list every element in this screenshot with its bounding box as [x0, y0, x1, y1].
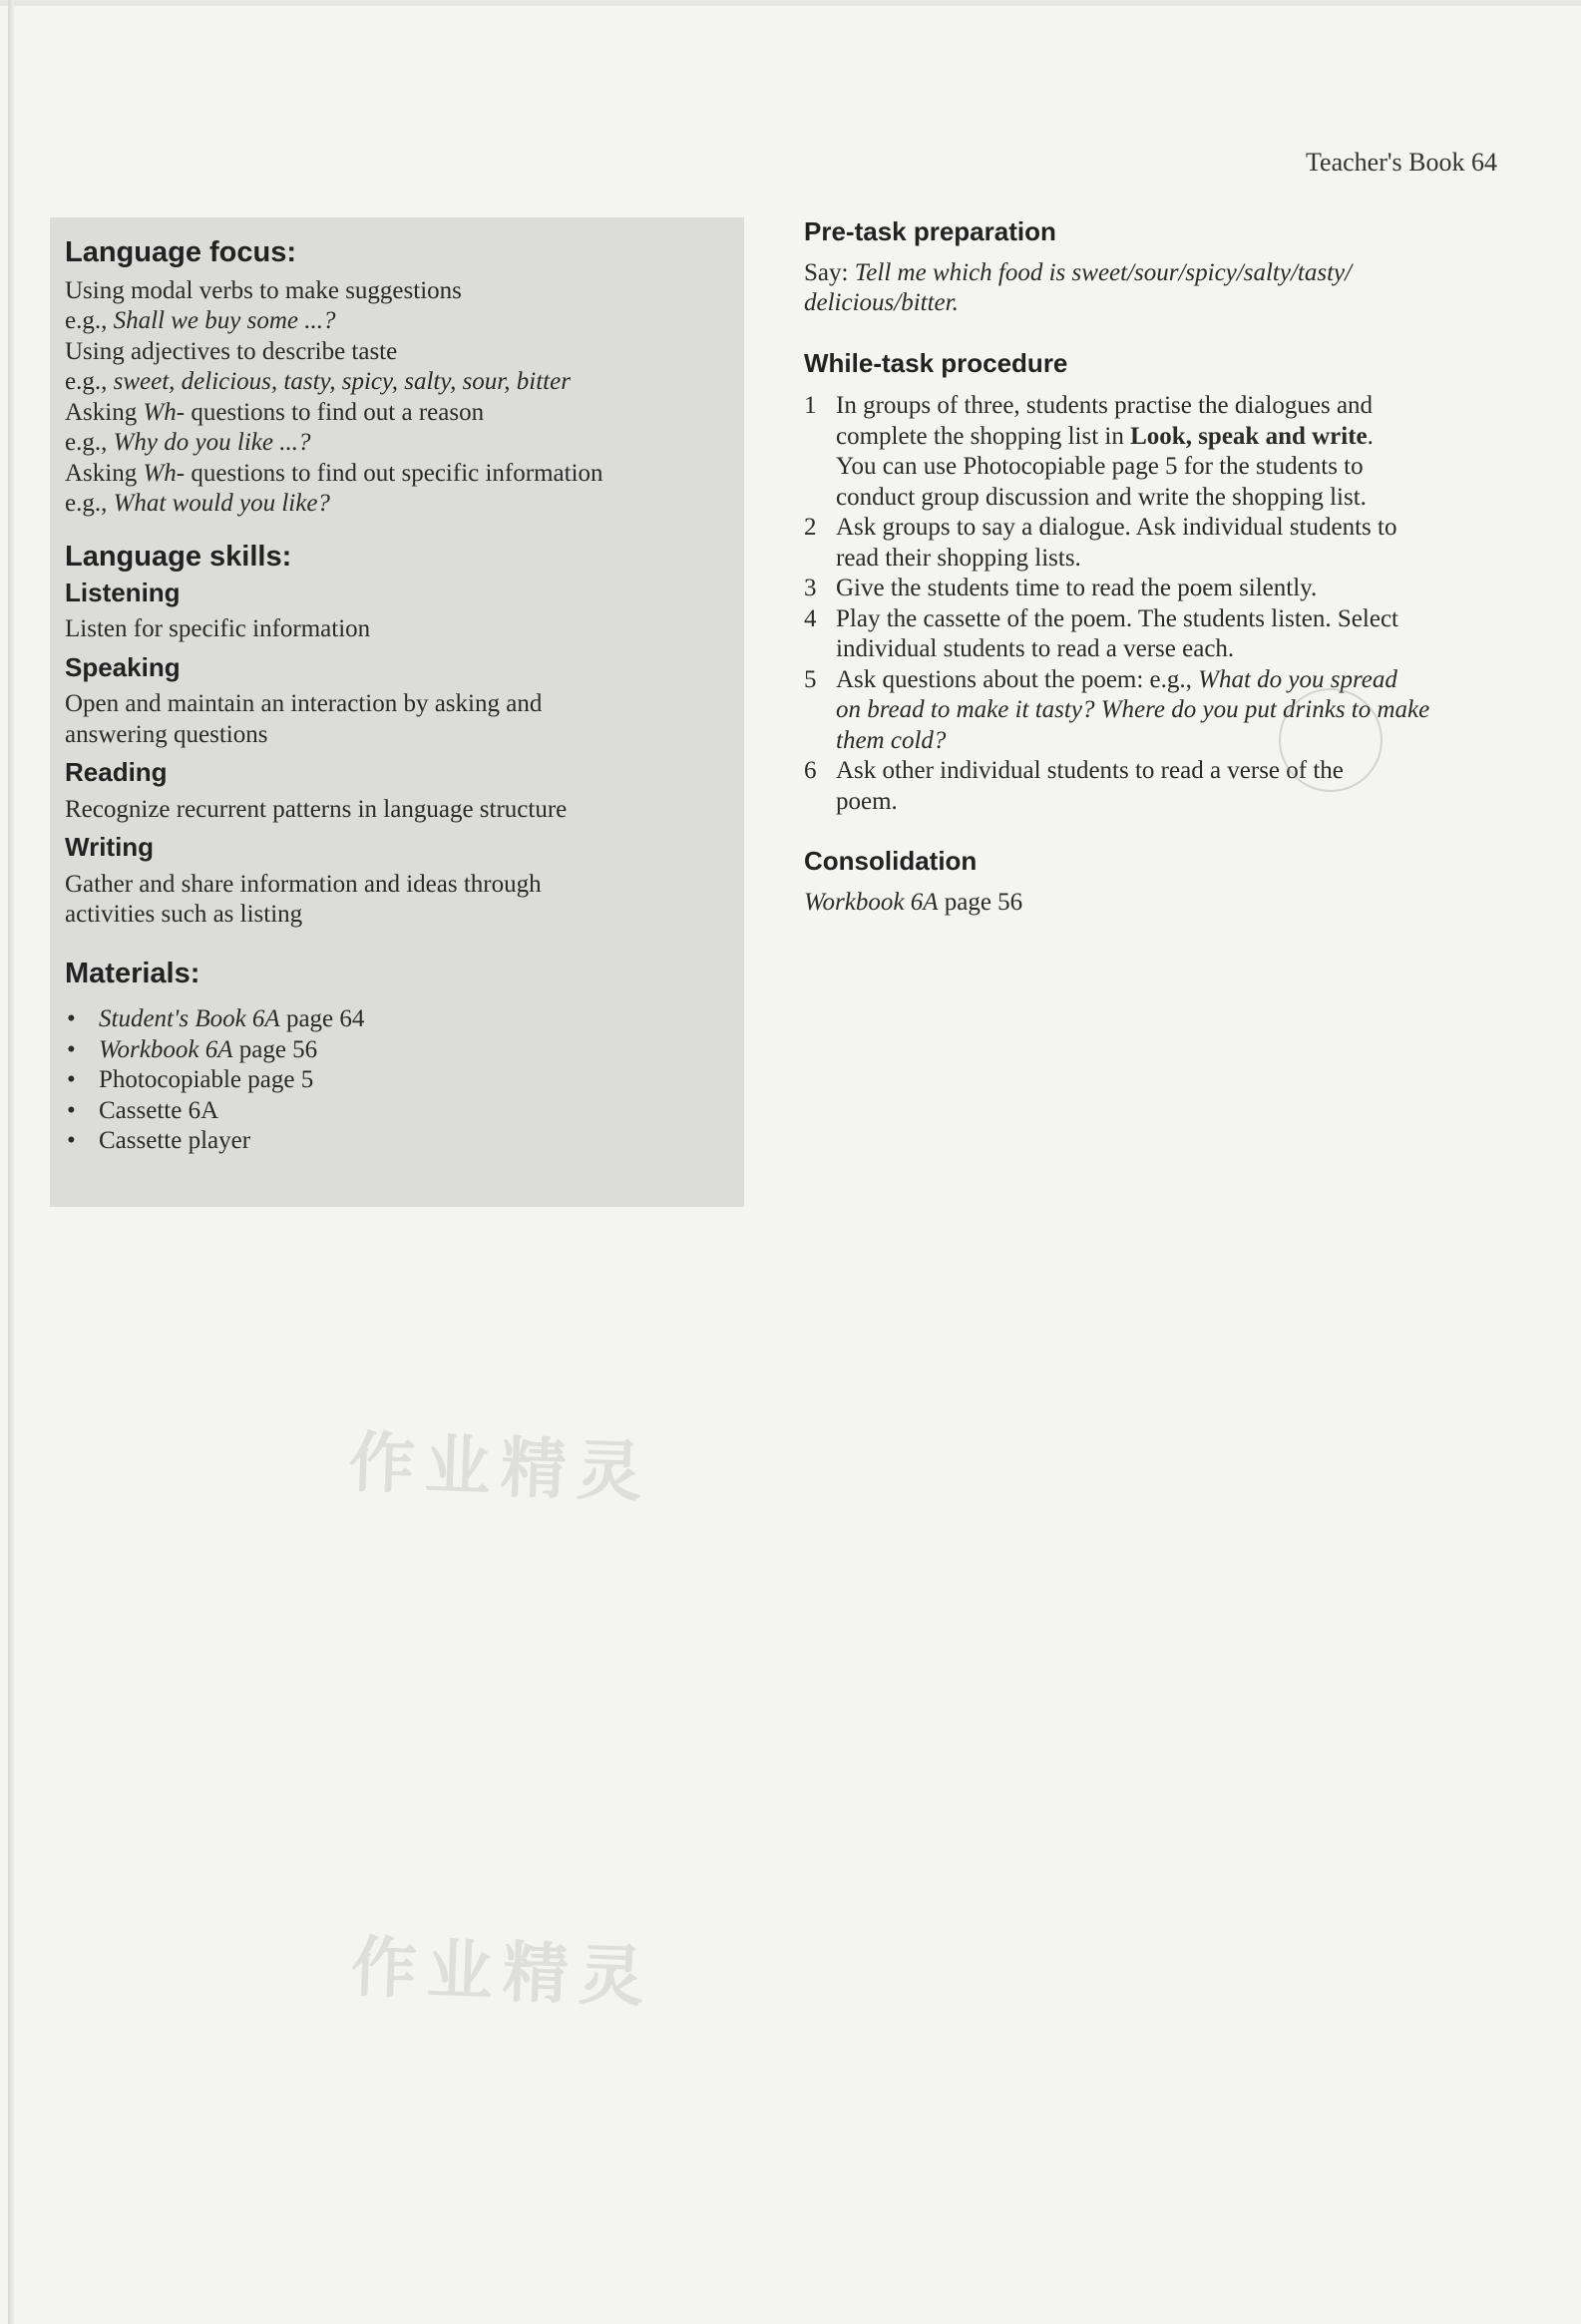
text-run: What do you spread: [1198, 665, 1397, 693]
text-line: [804, 888, 1502, 919]
while-task-steps: [804, 391, 1502, 817]
step-line: [836, 756, 1502, 787]
language-focus-lines: [65, 276, 729, 520]
text-run: Play the cassette of the poem. The students listen. Select: [836, 604, 1398, 632]
text-run: questions to find out a reason: [185, 398, 485, 426]
text-run: questions to find out specific information: [185, 459, 603, 487]
material-item: [65, 1126, 729, 1157]
text-run: Photocopiable page 5: [99, 1066, 314, 1094]
text-run: Asking: [65, 459, 144, 487]
text-run: Tell me which food is sweet/sour/spicy/salty/tasty/: [854, 258, 1353, 286]
text-line: [65, 459, 729, 490]
text-run: on bread to make it tasty? Where do you put drinks to make: [836, 696, 1430, 723]
procedure-step: [804, 513, 1502, 574]
text-line: [65, 900, 729, 931]
consolidation-text: [804, 888, 1502, 919]
material-item: [65, 1096, 729, 1127]
step-number: 3: [804, 575, 817, 601]
text-line: [65, 720, 729, 751]
text-line: [65, 795, 729, 826]
text-line: [65, 689, 729, 720]
procedure-step: [804, 665, 1502, 757]
pre-task-heading: Pre-task preparation: [804, 216, 1056, 246]
pre-task-text: [804, 258, 1502, 319]
text-run: Cassette player: [99, 1127, 251, 1155]
text-run: e.g.,: [65, 368, 114, 396]
step-number: 5: [804, 665, 817, 693]
text-run: e.g.,: [65, 429, 114, 457]
text-run: Say:: [804, 258, 855, 286]
step-line: [836, 391, 1502, 422]
procedure-column: [804, 215, 1502, 918]
text-run: Give the students time to read the poem silently.: [836, 575, 1318, 601]
text-run: Workbook 6A: [804, 888, 939, 916]
step-number: 6: [804, 757, 817, 784]
text-run: page 64: [279, 1005, 365, 1033]
skill-description: [65, 614, 729, 645]
text-run: activities such as listing: [65, 901, 303, 929]
text-run: Why do you like ...?: [113, 429, 311, 457]
text-run: Look, speak and write: [1130, 422, 1368, 450]
step-line: [836, 634, 1502, 665]
step-number: 1: [804, 392, 817, 419]
text-run: Ask groups to say a dialogue. Ask individual students to: [836, 514, 1397, 541]
text-run: Recognize recurrent patterns in language structure: [65, 795, 568, 823]
language-focus-heading: Language focus:: [65, 236, 297, 268]
text-run: page 56: [232, 1035, 318, 1063]
text-run: .: [1367, 422, 1374, 450]
step-line: [836, 665, 1502, 696]
text-line: [65, 489, 729, 520]
text-line: [65, 428, 729, 459]
skill-description: [65, 870, 729, 931]
text-run: page 56: [938, 888, 1023, 916]
text-run: Student's Book 6A: [99, 1005, 280, 1033]
text-run: sweet, delicious, tasty, spicy, salty, sour, bitter: [113, 368, 571, 396]
material-item: [65, 1065, 729, 1096]
text-line: [65, 367, 729, 398]
text-run: answering questions: [65, 720, 268, 748]
step-line: [836, 544, 1502, 575]
text-run: Shall we buy some ...?: [113, 307, 336, 335]
stamp-mark: [1279, 688, 1383, 792]
text-line: [65, 337, 729, 368]
text-run: complete the shopping list in: [836, 422, 1131, 450]
skill-heading: Listening: [65, 577, 181, 607]
skill-heading: Reading: [65, 757, 168, 788]
procedure-step: [804, 756, 1502, 817]
step-line: [836, 483, 1502, 514]
watermark: 作业精灵: [347, 1423, 654, 1512]
text-run: Using modal verbs to make suggestions: [65, 276, 462, 304]
step-line: [836, 513, 1502, 544]
text-run: Ask other individual students to read a verse of the: [836, 757, 1344, 784]
text-line: [65, 870, 729, 901]
procedure-step: [804, 574, 1502, 604]
text-line: [804, 258, 1502, 289]
text-run: Ask questions about the poem: e.g.,: [836, 665, 1199, 693]
step-number: 4: [804, 604, 817, 632]
step-line: [836, 574, 1502, 604]
text-run: Wh-: [143, 459, 186, 487]
text-run: Listen for specific information: [65, 615, 371, 643]
text-run: You can use Photocopiable page 5 for the students to: [836, 453, 1364, 480]
material-item: [65, 1004, 729, 1035]
text-run: delicious/bitter.: [804, 289, 959, 316]
text-run: What would you like?: [113, 490, 330, 518]
text-run: them cold?: [836, 726, 947, 754]
skill-heading: Writing: [65, 832, 155, 863]
running-head: Teacher's Book 64: [1305, 148, 1497, 177]
text-run: poem.: [836, 787, 898, 815]
text-run: conduct group discussion and write the shopping list.: [836, 483, 1367, 511]
text-run: read their shopping lists.: [836, 544, 1081, 572]
text-run: e.g.,: [65, 307, 114, 335]
consolidation-heading: Consolidation: [804, 846, 978, 876]
lesson-objectives-box: [50, 217, 744, 1207]
skill-description: [65, 689, 729, 750]
materials-heading: Materials:: [65, 957, 200, 989]
skill-description: [65, 795, 729, 826]
materials-list: [65, 1004, 729, 1157]
text-line: [804, 288, 1502, 319]
step-line: [836, 695, 1502, 726]
step-line: [836, 604, 1502, 635]
page-edge-left: [8, 0, 14, 2324]
step-line: [836, 726, 1502, 757]
text-run: individual students to read a verse each.: [836, 635, 1235, 662]
page-edge-top: [0, 0, 1581, 6]
procedure-step: [804, 604, 1502, 665]
language-skills-list: [65, 577, 729, 931]
text-run: Using adjectives to describe taste: [65, 337, 398, 365]
text-run: Workbook 6A: [99, 1035, 233, 1063]
step-number: 2: [804, 514, 817, 541]
text-line: [65, 276, 729, 307]
text-line: [65, 398, 729, 429]
while-task-heading: While-task procedure: [804, 347, 1068, 378]
text-run: e.g.,: [65, 490, 114, 518]
text-run: Gather and share information and ideas through: [65, 870, 542, 898]
text-run: Asking: [65, 398, 144, 426]
step-line: [836, 452, 1502, 483]
step-line: [836, 787, 1502, 818]
text-run: Wh-: [143, 398, 186, 426]
text-line: [65, 306, 729, 337]
text-line: [65, 614, 729, 645]
language-skills-heading: Language skills:: [65, 540, 292, 573]
skill-heading: Speaking: [65, 651, 181, 682]
text-run: Cassette 6A: [99, 1096, 219, 1124]
step-line: [836, 422, 1502, 453]
procedure-step: [804, 391, 1502, 513]
text-run: In groups of three, students practise the dialogues and: [836, 392, 1374, 419]
material-item: [65, 1035, 729, 1066]
text-run: Open and maintain an interaction by asking and: [65, 690, 543, 718]
watermark: 作业精灵: [349, 1928, 656, 2017]
